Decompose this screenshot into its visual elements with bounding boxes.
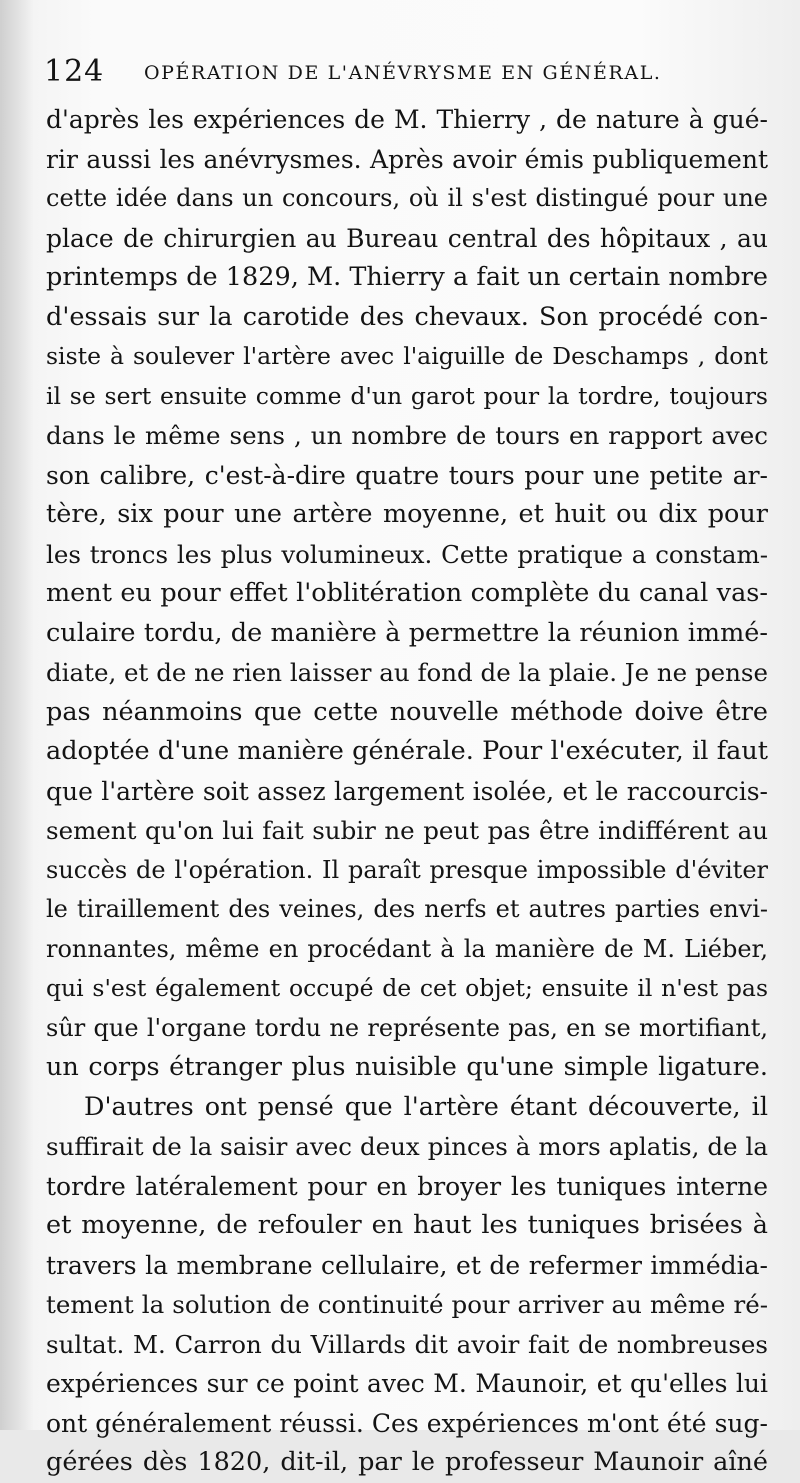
text-line: suffirait de la saisir avec deux pinces à mors aplatis, de la — [46, 1132, 768, 1161]
text-line-paragraph-start: D'autres ont pensé que l'artère étant découverte, il — [84, 1091, 768, 1122]
text-line: succès de l'opération. Il paraît presque impossible d'éviter — [46, 855, 768, 884]
text-line: sûr que l'organe tordu ne représente pas, en se mortifiant, — [46, 1013, 768, 1042]
text-line: le tiraillement des veines, des nerfs et autres parties envi- — [46, 895, 768, 923]
text-line: cette idée dans un concours, où il s'est distingué pour une — [46, 184, 768, 212]
text-line: d'essais sur la carotide des chevaux. Son procédé con- — [46, 301, 768, 332]
text-line: qui s'est également occupé de cet objet; ensuite il n'est pas — [46, 974, 768, 1002]
text-line: et moyenne, de refouler en haut les tuniques brisées à — [46, 1210, 768, 1240]
text-line: ont généralement réussi. Ces expériences m'ont été sug- — [46, 1408, 768, 1438]
text-line: printemps de 1829, M. Thierry a fait un certain nombre — [46, 262, 768, 292]
text-line: siste à soulever l'artère avec l'aiguille de Deschamps , dont — [46, 342, 768, 370]
text-line: expériences sur ce point avec M. Maunoir, et qu'elles lui — [46, 1369, 768, 1398]
text-line: les troncs les plus volumineux. Cette pratique a constam- — [46, 539, 768, 569]
body-text — [46, 100, 768, 1483]
text-line: dans le même sens , un nombre de tours en rapport avec — [46, 421, 768, 450]
text-line: travers la membrane cellulaire, et de refermer immédia- — [46, 1250, 768, 1280]
text-line: adoptée d'une manière générale. Pour l'exécuter, il faut — [46, 736, 768, 766]
text-line: culaire tordu, de manière à permettre la réunion immé- — [46, 617, 768, 648]
page-gutter-shadow — [0, 0, 34, 1430]
page-number: 124 — [44, 54, 105, 89]
text-line: tement la solution de continuité pour arriver au même ré- — [46, 1290, 768, 1319]
text-line: gérées dès 1820, dit-il, par le professeur Maunoir aîné — [46, 1447, 768, 1477]
text-line: tère, six pour une artère moyenne, et huit ou dix pour — [46, 499, 768, 529]
text-line: diate, et de ne rien laisser au fond de la plaie. Je ne pense — [46, 658, 768, 687]
text-line: pas néanmoins que cette nouvelle méthode doive être — [46, 696, 768, 727]
page-header — [44, 52, 764, 92]
text-line: que l'artère soit assez largement isolée, et le raccourcis- — [46, 776, 768, 806]
text-line: son calibre, c'est-à-dire quatre tours pour une petite ar- — [46, 460, 768, 490]
text-line: tordre latéralement pour en broyer les tuniques interne — [46, 1171, 768, 1201]
text-line: ronnantes, même en procédant à la manière de M. Liéber, — [46, 934, 768, 963]
text-line: place de chirurgien au Bureau central des hôpitaux , au — [46, 223, 768, 253]
text-line: il se sert ensuite comme d'un garot pour la tordre, toujours — [46, 381, 768, 410]
text-line: sultat. M. Carron du Villards dit avoir fait de nombreuses — [46, 1329, 768, 1359]
text-line: ment eu pour effet l'oblitération complète du canal vas- — [46, 578, 768, 608]
text-line: d'après les expériences de M. Thierry , de nature à gué- — [46, 105, 768, 134]
text-line: un corps étranger plus nuisible qu'une simple ligature. — [46, 1052, 768, 1082]
text-line: rir aussi les anévrysmes. Après avoir émis publiquement — [46, 144, 768, 174]
running-title: OPÉRATION DE L'ANÉVRYSME EN GÉNÉRAL. — [144, 62, 662, 84]
text-line: sement qu'on lui fait subir ne peut pas être indifférent au — [46, 816, 768, 845]
